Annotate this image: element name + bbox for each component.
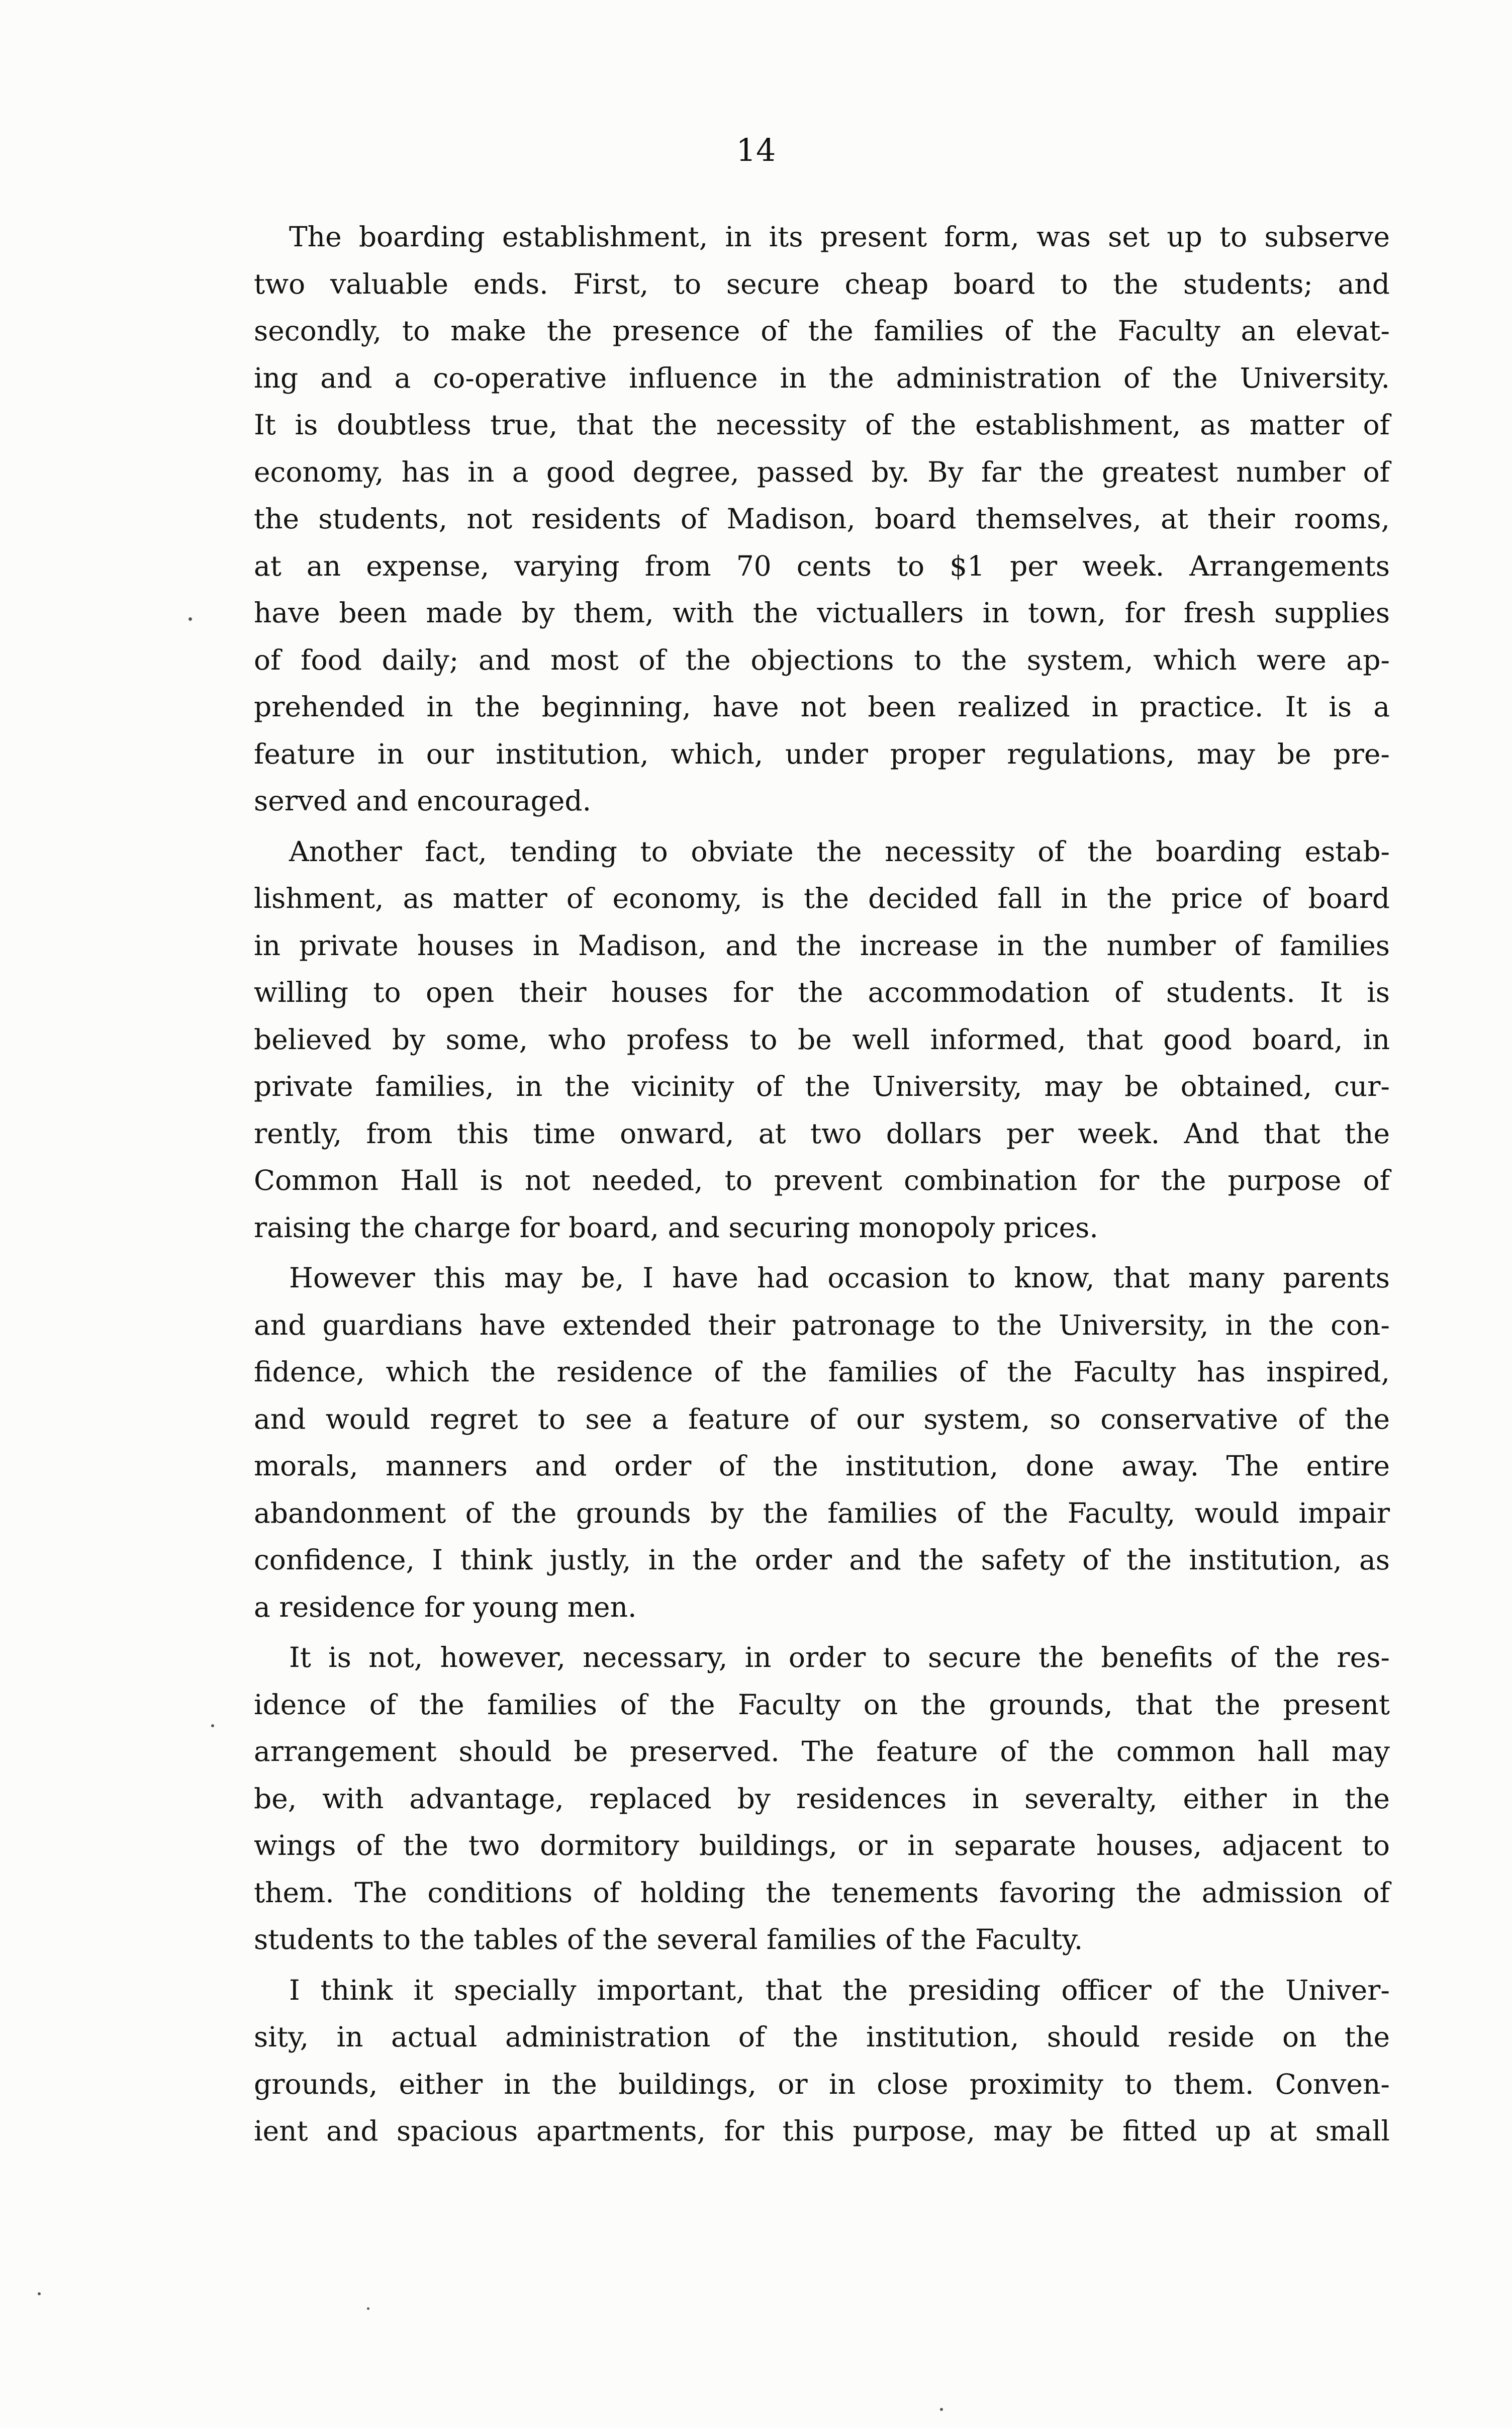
page-number: 14 (736, 132, 776, 168)
text-line: raising the charge for board, and securing monopoly prices. (254, 1211, 1098, 1244)
text-line: abandonment of the grounds by the families of the Faculty, would impair (254, 1497, 1390, 1529)
text-line: students to the tables of the several families of the Faculty. (254, 1923, 1083, 1955)
text-line: and guardians have extended their patronage to the University, in the con- (254, 1309, 1390, 1341)
text-line: prehended in the beginning, have not been realized in practice. It is a (254, 691, 1390, 723)
text-line: ing and a co-operative influence in the administration of the University. (254, 361, 1390, 394)
text-line: private families, in the vicinity of the University, may be obtained, cur- (254, 1070, 1390, 1102)
paragraph-4 (254, 1634, 1390, 1964)
text-line: believed by some, who profess to be well informed, that good board, in (254, 1023, 1390, 1056)
text-line: arrangement should be preserved. The feature of the common hall may (254, 1735, 1390, 1767)
text-line: wings of the two dormitory buildings, or in separate houses, adjacent to (254, 1829, 1390, 1861)
scan-speck (188, 617, 192, 621)
text-line: It is doubtless true, that the necessity of the establishment, as matter of (254, 409, 1390, 441)
text-line: served and encouraged. (254, 785, 592, 817)
text-line: idence of the families of the Faculty on the grounds, that the present (254, 1688, 1390, 1721)
text-line: Another fact, tending to obviate the necessity of the boarding estab- (289, 835, 1390, 868)
text-line: in private houses in Madison, and the increase in the number of families (254, 929, 1390, 962)
text-line: have been made by them, with the victuallers in town, for fresh supplies (254, 597, 1390, 629)
text-line: willing to open their houses for the accommodation of students. It is (254, 976, 1390, 1008)
text-line: grounds, either in the buildings, or in close proximity to them. Conven- (254, 2068, 1390, 2100)
paragraph-1 (254, 214, 1390, 825)
text-line: at an expense, varying from 70 cents to $1 per week. Arrangements (254, 549, 1390, 582)
text-line: them. The conditions of holding the tenements favoring the admission of (254, 1876, 1390, 1909)
paragraph-5 (254, 1967, 1390, 2155)
text-line: a residence for young men. (254, 1591, 637, 1623)
text-line: sity, in actual administration of the institution, should reside on the (254, 2021, 1390, 2053)
paragraph-3 (254, 1255, 1390, 1631)
text-line: and would regret to see a feature of our system, so conservative of the (254, 1403, 1390, 1435)
text-line: secondly, to make the presence of the families of the Faculty an elevat- (254, 315, 1390, 347)
scan-speck (211, 1724, 214, 1727)
scan-speck (367, 2307, 369, 2310)
text-line: It is not, however, necessary, in order to secure the benefits of the res- (289, 1641, 1390, 1673)
text-line: fidence, which the residence of the families of the Faculty has inspired, (254, 1356, 1390, 1388)
text-line: confidence, I think justly, in the order and the safety of the institution, as (254, 1544, 1390, 1576)
paragraph-2 (254, 828, 1390, 1252)
text-line: The boarding establishment, in its present form, was set up to subserve (289, 221, 1390, 253)
scan-speck (940, 2408, 943, 2411)
text-line: However this may be, I have had occasion to know, that many parents (289, 1262, 1390, 1294)
body-text (254, 214, 1390, 2159)
text-line: feature in our institution, which, under proper regulations, may be pre- (254, 737, 1390, 770)
text-line: be, with advantage, replaced by residences in severalty, either in the (254, 1782, 1390, 1815)
text-line: lishment, as matter of economy, is the decided fall in the price of board (254, 882, 1390, 914)
text-line: rently, from this time onward, at two dollars per week. And that the (254, 1117, 1390, 1150)
text-line: of food daily; and most of the objections to the system, which were ap- (254, 643, 1390, 676)
text-line: ient and spacious apartments, for this purpose, may be fitted up at small (254, 2115, 1390, 2147)
text-line: morals, manners and order of the institution, done away. The entire (254, 1450, 1390, 1482)
text-line: I think it specially important, that the presiding officer of the Univer- (289, 1974, 1390, 2006)
text-line: economy, has in a good degree, passed by. By far the greatest number of (254, 455, 1390, 488)
scan-speck (38, 2292, 41, 2295)
text-line: Common Hall is not needed, to prevent combination for the purpose of (254, 1164, 1390, 1196)
text-line: two valuable ends. First, to secure cheap board to the students; and (254, 267, 1390, 300)
text-line: the students, not residents of Madison, board themselves, at their rooms, (254, 503, 1390, 535)
